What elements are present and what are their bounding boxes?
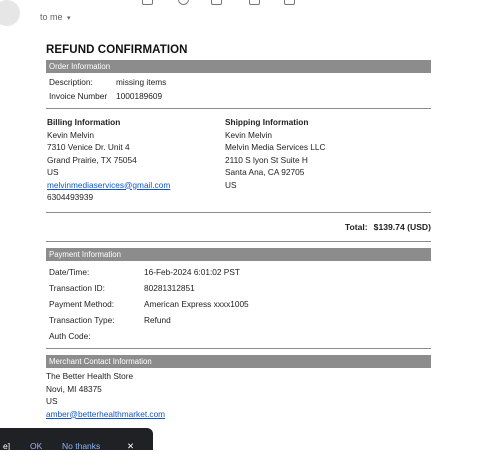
datetime-label: Date/Time: bbox=[49, 267, 90, 277]
billing-street: 7310 Venice Dr. Unit 4 bbox=[47, 142, 130, 152]
toolbar-icon[interactable] bbox=[249, 0, 260, 5]
section-header-payment: Payment Information bbox=[46, 248, 431, 261]
shipping-info bbox=[225, 116, 326, 191]
order-row-description bbox=[46, 75, 431, 89]
transaction-id-value: 80281312851 bbox=[144, 283, 195, 293]
divider bbox=[46, 108, 431, 109]
divider bbox=[46, 241, 431, 242]
merchant-name: The Better Health Store bbox=[46, 371, 134, 381]
ok-button[interactable]: OK bbox=[30, 441, 43, 451]
no-thanks-button[interactable]: No thanks bbox=[62, 441, 101, 451]
method-label: Payment Method: bbox=[49, 299, 115, 309]
billing-email-link[interactable]: melvinmediaservices@gmail.com bbox=[47, 179, 171, 190]
method-value: American Express xxxx1005 bbox=[144, 299, 249, 309]
avatar bbox=[0, 0, 20, 26]
type-value: Refund bbox=[144, 315, 171, 325]
shipping-name: Kevin Melvin bbox=[225, 129, 273, 140]
divider bbox=[46, 212, 431, 213]
description-value: missing items bbox=[116, 77, 167, 87]
billing-country: US bbox=[47, 167, 59, 177]
payment-row-transaction-id bbox=[46, 280, 431, 296]
billing-info bbox=[47, 116, 170, 204]
merchant-country: US bbox=[46, 396, 58, 406]
toolbar-icon[interactable] bbox=[178, 0, 189, 5]
toolbar-icon[interactable] bbox=[142, 0, 153, 5]
divider bbox=[46, 348, 431, 349]
toolbar-icon[interactable] bbox=[211, 0, 222, 5]
type-label: Transaction Type: bbox=[49, 315, 115, 325]
snackbar bbox=[0, 428, 153, 450]
total-amount: $139.74 (USD) bbox=[373, 222, 431, 232]
order-row-invoice bbox=[46, 89, 431, 103]
shipping-company: Melvin Media Services LLC bbox=[225, 142, 326, 152]
merchant-city: Novi, MI 48375 bbox=[46, 383, 102, 394]
shipping-country: US bbox=[225, 179, 237, 190]
transaction-id-label: Transaction ID: bbox=[49, 283, 105, 293]
total-row bbox=[46, 220, 431, 234]
invoice-label: Invoice Number bbox=[49, 91, 108, 101]
address-block bbox=[46, 116, 431, 212]
recipient-label: to me bbox=[40, 12, 63, 22]
toolbar-icon[interactable] bbox=[284, 0, 295, 5]
shipping-street: 2110 S lyon St Suite H bbox=[225, 154, 308, 165]
total-label: Total: bbox=[344, 222, 368, 232]
billing-name: Kevin Melvin bbox=[47, 129, 95, 140]
email-body bbox=[46, 44, 431, 420]
payment-row-auth bbox=[46, 328, 431, 344]
invoice-value: 1000189609 bbox=[116, 91, 163, 101]
merchant-info bbox=[46, 370, 431, 420]
recipient-toggle[interactable] bbox=[40, 12, 71, 22]
auth-label: Auth Code: bbox=[49, 331, 91, 341]
payment-row-datetime bbox=[46, 264, 431, 280]
section-header-merchant: Merchant Contact Information bbox=[46, 355, 431, 368]
description-label: Description: bbox=[49, 77, 93, 87]
billing-city: Grand Prairie, TX 75054 bbox=[47, 154, 137, 165]
toolbar-strip bbox=[0, 0, 500, 10]
chevron-down-icon[interactable]: ▾ bbox=[67, 15, 71, 22]
payment-info bbox=[46, 264, 431, 344]
billing-heading: Billing Information bbox=[47, 117, 121, 127]
merchant-email-link[interactable]: amber@betterhealthmarket.com bbox=[46, 408, 166, 419]
billing-phone: 6304493939 bbox=[47, 192, 94, 202]
shipping-city: Santa Ana, CA 92705 bbox=[225, 167, 305, 177]
page-title: REFUND CONFIRMATION bbox=[46, 44, 188, 56]
close-icon[interactable]: ✕ bbox=[127, 441, 135, 451]
shipping-heading: Shipping Information bbox=[225, 117, 309, 127]
snackbar-text: e] bbox=[3, 441, 11, 451]
payment-row-type bbox=[46, 312, 431, 328]
section-header-order: Order Information bbox=[46, 60, 431, 73]
datetime-value: 16-Feb-2024 6:01:02 PST bbox=[144, 267, 240, 277]
payment-row-method bbox=[46, 296, 431, 312]
